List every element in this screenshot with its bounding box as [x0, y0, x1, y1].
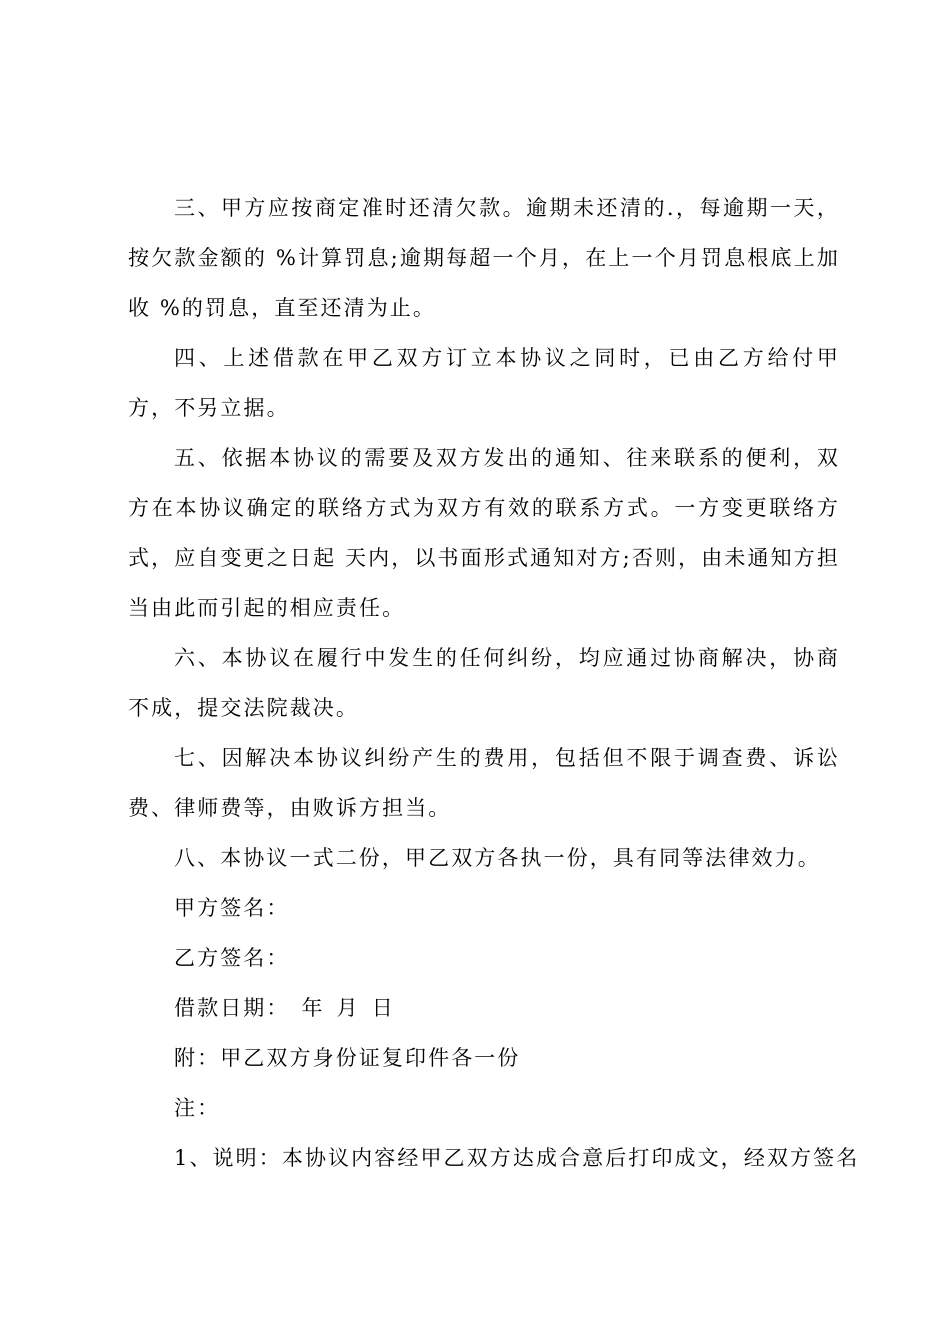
loan-date-day: 日 — [371, 996, 395, 1020]
clause-7: 七、因解决本协议纠纷产生的费用，包括但不限于调查费、诉讼费、律师费等，由败诉方担当。 — [128, 746, 840, 820]
attachment-note: 附：甲乙双方身份证复印件各一份 — [174, 1046, 521, 1070]
clause-4: 四、上述借款在甲乙双方订立本协议之同时，已由乙方给付甲方，不另立据。 — [128, 346, 840, 420]
document-body — [128, 183, 860, 1183]
loan-date-year: 年 — [301, 996, 325, 1020]
clause-8: 八、本协议一式二份，甲乙双方各执一份，具有同等法律效力。 — [174, 846, 821, 870]
loan-date-month: 月 — [336, 996, 360, 1020]
clause-6: 六、本协议在履行中发生的任何纠纷，均应通过协商解决，协商不成，提交法院裁决。 — [128, 646, 840, 720]
note-label: 注： — [174, 1096, 221, 1120]
loan-date-label: 借款日期： — [174, 996, 290, 1020]
clause-3: 三、甲方应按商定准时还清欠款。逾期未还清的.，每逾期一天，按欠款金额的 %计算罚息;逾期每超一个月，在上一个月罚息根底上加收 %的罚息，直至还清为止。 — [128, 196, 840, 320]
clause-5: 五、依据本协议的需要及双方发出的通知、往来联系的便利，双方在本协议确定的联络方式为双方有效的联系方式。一方变更联络方式，应自变更之日起 天内，以书面形式通知对方;否则，由未通知方担当由此而引起的相应责任。 — [128, 446, 840, 620]
party-b-signature: 乙方签名： — [174, 946, 290, 970]
note-item-1: 1、说明：本协议内容经甲乙双方达成合意后打印成文，经双方签名 — [174, 1146, 860, 1170]
loan-date — [128, 983, 840, 1033]
party-a-signature: 甲方签名： — [174, 896, 290, 920]
